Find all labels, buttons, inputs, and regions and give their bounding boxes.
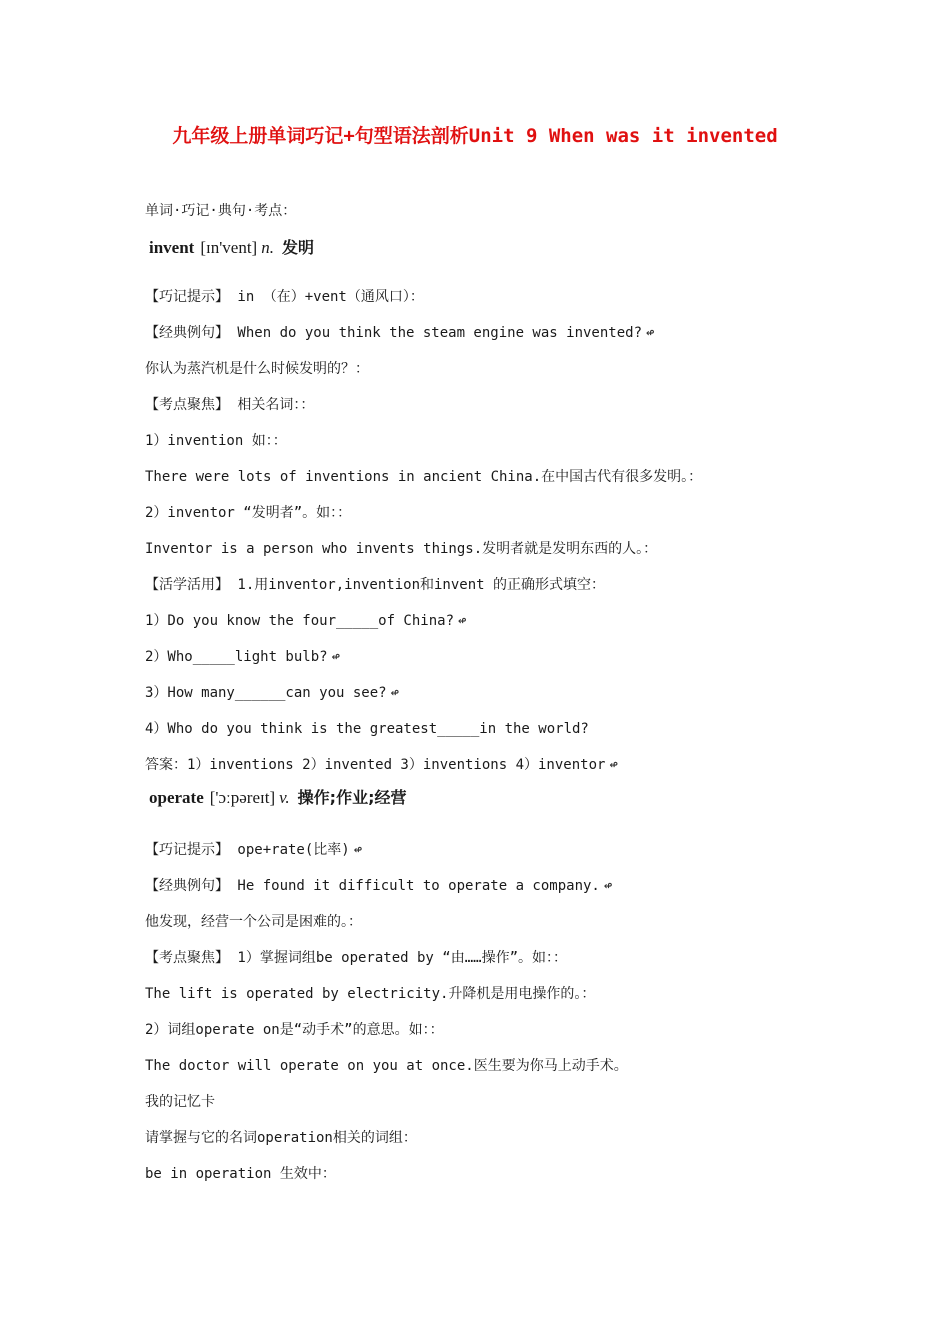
text-line: 【活学活用】 1.用inventor,invention和invent 的正确形式填空： <box>145 577 606 593</box>
text-line: 1）invention 如：： <box>145 433 287 449</box>
text-line-content: 【经典例句】 When do you think the steam engine was invented? <box>145 325 643 341</box>
paragraph-mark-icon: ↫ <box>390 685 400 701</box>
text-line <box>145 647 340 667</box>
text-line: 我的记忆卡 <box>145 1094 215 1110</box>
text-line <box>145 611 466 631</box>
paragraph-mark-icon: ↫ <box>353 842 363 858</box>
paragraph-mark-icon: ↫ <box>603 878 613 894</box>
text-line <box>145 840 362 860</box>
text-line-content: 3）How many______can you see? <box>145 685 387 701</box>
text-line: The lift is operated by electricity.升降机是用电操作的。： <box>145 986 596 1002</box>
text-line: 他发现，经营一个公司是困难的。： <box>145 914 362 930</box>
text-line <box>145 755 618 775</box>
text-line-content: 【巧记提示】 ope+rate(比率) <box>145 842 350 858</box>
vocab-entry-invent <box>149 237 314 259</box>
text-line-content: 答案：1）inventions 2）invented 3）inventions 4）inventor <box>145 757 606 773</box>
text-line: The doctor will operate on you at once.医生要为你马上动手术。 <box>145 1058 628 1074</box>
text-line: 【巧记提示】 in （在）+vent（通风口）： <box>145 289 424 305</box>
paragraph-mark-icon: ↫ <box>646 325 655 341</box>
paragraph-mark-icon: ↫ <box>609 757 618 773</box>
text-line: 【考点聚焦】 1）掌握词组be operated by “由……操作”。如：： <box>145 950 568 966</box>
text-line: 4）Who do you think is the greatest_____in the world? <box>145 721 589 737</box>
text-line: 【考点聚焦】 相关名词：： <box>145 397 315 413</box>
intro-text: 单词·巧记·典句·考点： <box>145 203 297 219</box>
text-line-content: 【经典例句】 He found it difficult to operate a company. <box>145 878 600 894</box>
vocab-entry-operate <box>149 787 406 809</box>
text-line: 2）inventor “发明者”。如：： <box>145 505 352 521</box>
vocab-meaning: 操作;作业;经营 <box>297 788 407 807</box>
text-line: 2）词组operate on是“动手术”的意思。如：： <box>145 1022 444 1038</box>
text-line: Inventor is a person who invents things.发明者就是发明东西的人。： <box>145 541 658 557</box>
page-title: 九年级上册单词巧记+句型语法剖析Unit 9 When was it invented <box>172 125 778 147</box>
text-line-content: 1）Do you know the four_____of China? <box>145 613 455 629</box>
vocab-pos: n. <box>261 238 274 257</box>
text-line: 你认为蒸汽机是什么时候发明的？： <box>145 361 369 377</box>
text-line <box>145 683 399 703</box>
vocab-pos: v. <box>279 788 290 807</box>
vocab-meaning: 发明 <box>281 238 314 257</box>
text-line <box>145 323 654 343</box>
vocab-word: operate <box>149 788 204 807</box>
paragraph-mark-icon: ↫ <box>458 613 467 629</box>
paragraph-mark-icon: ↫ <box>331 649 341 665</box>
text-line <box>145 876 612 896</box>
text-line: There were lots of inventions in ancient China.在中国古代有很多发明。： <box>145 469 703 485</box>
text-line: 请掌握与它的名词operation相关的词组： <box>145 1130 417 1146</box>
vocab-word: invent <box>149 238 195 257</box>
vocab-phonetic: ['ɔːpəreɪt] <box>209 788 276 807</box>
text-line-content: 2）Who_____light bulb? <box>145 649 328 665</box>
vocab-phonetic: [ɪn'vent] <box>200 238 258 257</box>
text-line: be in operation 生效中： <box>145 1166 336 1182</box>
